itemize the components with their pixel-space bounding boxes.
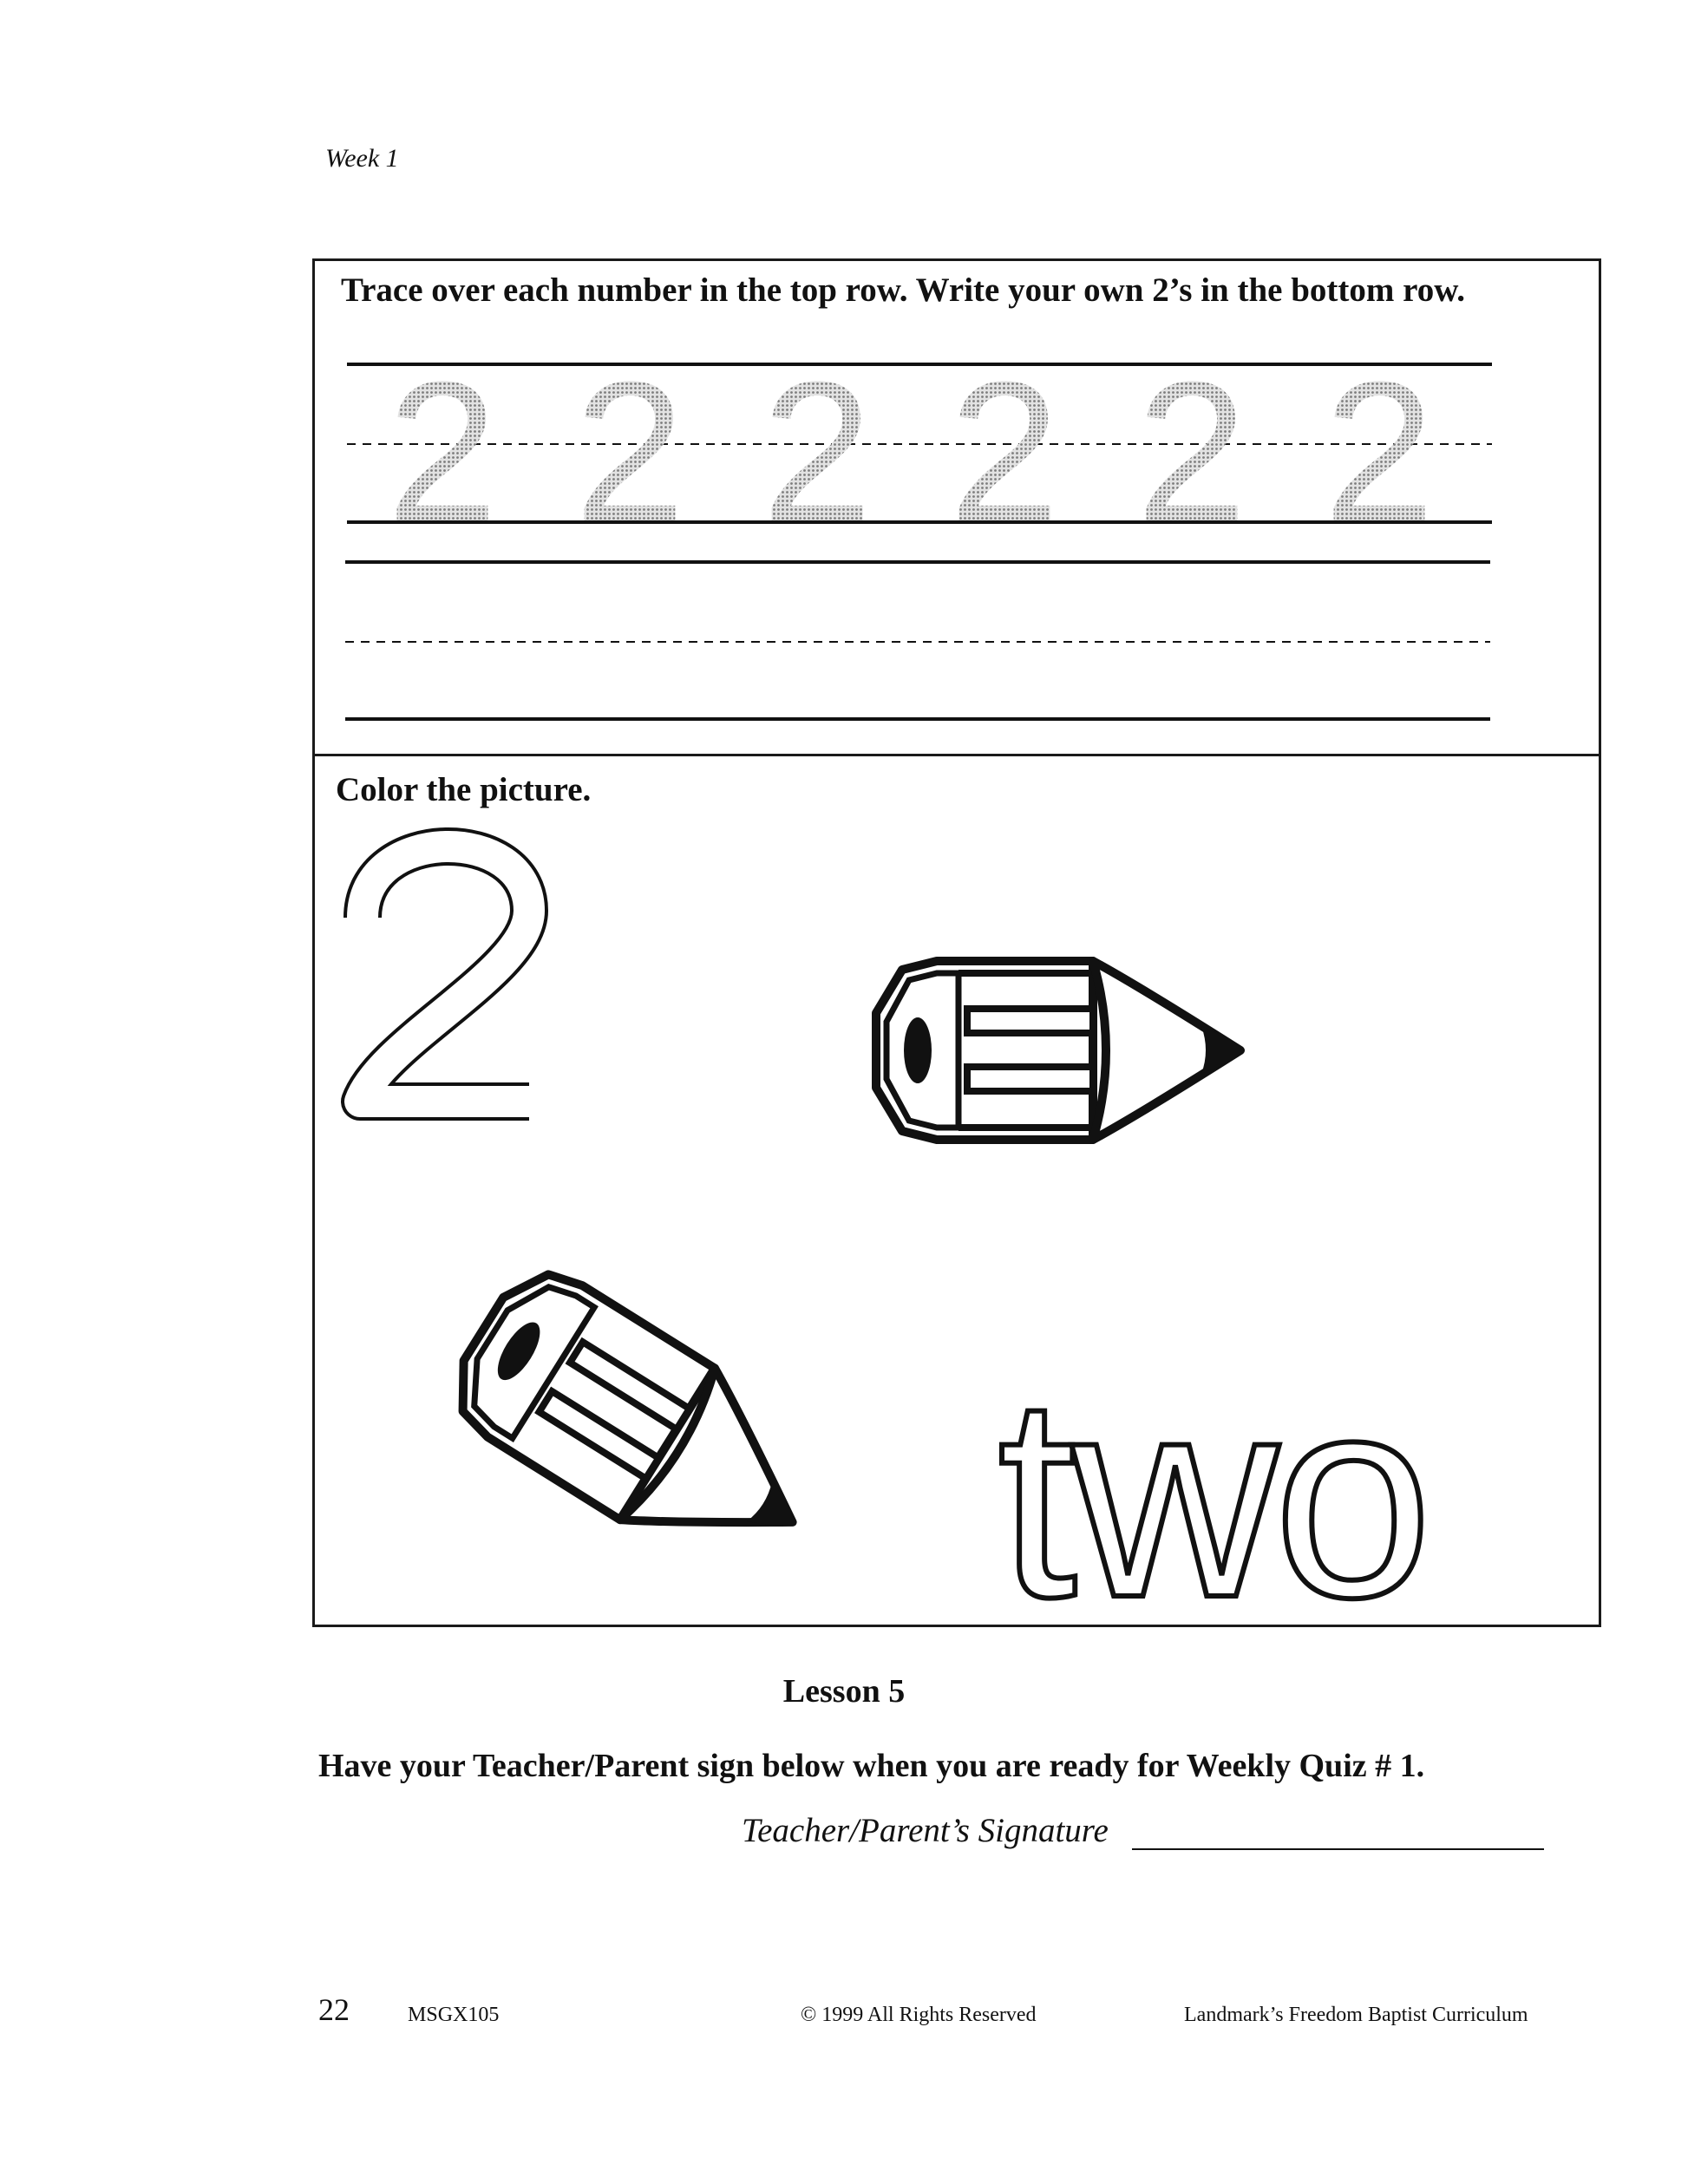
color-instruction: Color the picture.: [336, 771, 592, 808]
publisher: Landmark’s Freedom Baptist Curriculum: [1184, 2004, 1528, 2026]
pencil-icon: [436, 1253, 844, 1600]
trace-digit: 2: [762, 340, 873, 563]
outlined-word-two: [998, 1337, 1428, 1657]
page-number: 22: [318, 1992, 350, 2027]
trace-digit: 2: [574, 340, 685, 563]
signature-line[interactable]: [1132, 1848, 1544, 1850]
svg-text:two: two: [998, 1337, 1428, 1657]
trace-digit: 2: [1136, 340, 1247, 563]
trace-digit: 2: [949, 340, 1060, 563]
trace-digit: 2: [1324, 340, 1435, 563]
trace-instruction: Trace over each number in the top row. Write your own 2’s in the bottom row.: [341, 271, 1465, 309]
lesson-title: Lesson 5: [782, 1673, 906, 1710]
copyright: © 1999 All Rights Reserved: [801, 2004, 1037, 2026]
week-label: Week 1: [325, 144, 399, 173]
trace-guide-top: [347, 364, 1492, 522]
writing-guide-bottom[interactable]: [345, 562, 1490, 719]
course-code: MSGX105: [408, 2004, 500, 2026]
trace-digit: 2: [387, 340, 498, 563]
pencil-icon: [876, 961, 1245, 1140]
signature-instruction: Have your Teacher/Parent sign below when you are ready for Weekly Quiz # 1.: [318, 1748, 1425, 1784]
outlined-numeral-two: [360, 847, 529, 1102]
signature-label: Teacher/Parent’s Signature: [742, 1812, 1109, 1849]
trace-digits: [387, 340, 1435, 563]
